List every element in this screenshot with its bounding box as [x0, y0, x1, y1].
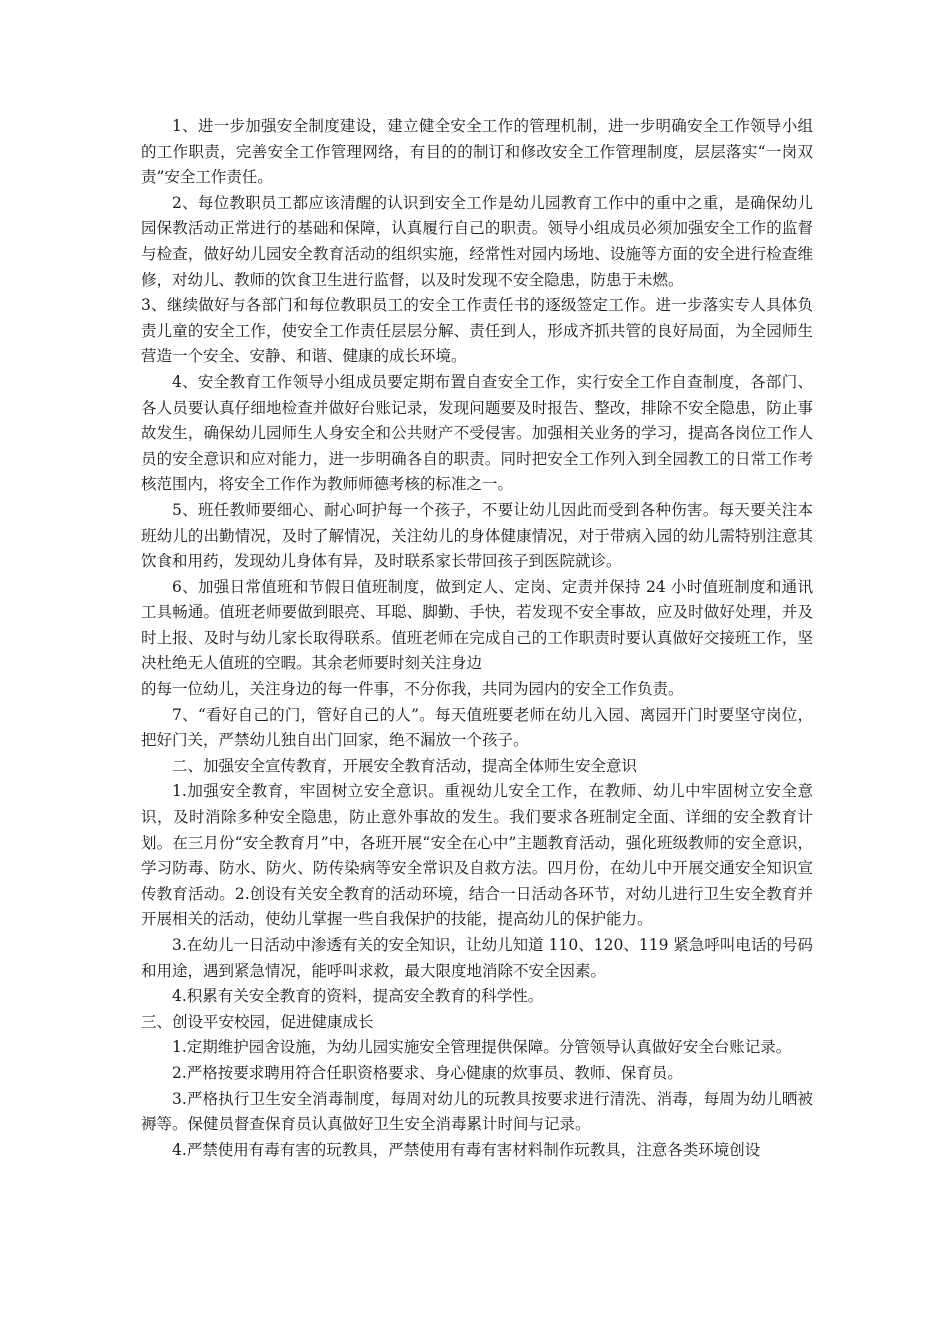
section-heading-3: 三、创设平安校园，促进健康成长 — [141, 1012, 374, 1031]
section-3-item-3: 3.严格执行卫生安全消毒制度，每周对幼儿的玩教具按要求进行清洗、消毒，每周为幼儿晒被褥等。保健员督查保育员认真做好卫生安全消毒累计时间与记录。 — [141, 1089, 813, 1134]
paragraph-5: 5、班任教师要细心、耐心呵护每一个孩子，不要让幼儿因此而受到各种伤害。每天要关注本班幼儿的出勤情况，及时了解情况，关注幼儿的身体健康情况，对于带病入园的幼儿需特别注意其饮食和用药，发现幼儿身体有异，及时联系家长带回孩子到医院就诊。 — [141, 500, 813, 571]
paragraph-6: 6、加强日常值班和节假日值班制度，做到定人、定岗、定责并保持 24 小时值班制度和通讯工具畅通。值班老师要做到眼亮、耳聪、脚勤、手快，若发现不安全事故，应及时做好处理，并及时上报、及时与幼儿家长取得联系。值班老师在完成自己的工作职责时要认真做好交接班工作，坚决杜绝无人值班的空暇。其余老师要时刻关注身边 — [141, 577, 813, 673]
paragraph-4: 4、安全教育工作领导小组成员要定期布置自查安全工作，实行安全工作自查制度，各部门、各人员要认真仔细地检查并做好台账记录，发现问题要及时报告、整改，排除不安全隐患，防止事故发生，确保幼儿园师生人身安全和公共财产不受侵害。加强相关业务的学习，提高各岗位工作人员的安全意识和应对能力，进一步明确各自的职责。同时把安全工作列入到全园教工的日常工作考核范围内，将安全工作作为教师师德考核的标准之一。 — [141, 372, 813, 494]
paragraph-7: 7、“看好自己的门，管好自己的人”。每天值班要老师在幼儿入园、离园开门时要坚守岗位，把好门关，严禁幼儿独自出门回家，绝不漏放一个孩子。 — [141, 705, 813, 750]
paragraph-2: 2、每位教职员工都应该清醒的认识到安全工作是幼儿园教育工作中的重中之重，是确保幼儿园保教活动正常进行的基础和保障，认真履行自己的职责。领导小组成员必须加强安全工作的监督与检查，做好幼儿园安全教育活动的组织实施，经常性对园内场地、设施等方面的安全进行检查维修，对幼儿、教师的饮食卫生进行监督，以及时发现不安全隐患，防患于未燃。 — [141, 193, 813, 289]
section-2-item-1: 1.加强安全教育，牢固树立安全意识。重视幼儿安全工作，在教师、幼儿中牢固树立安全意识，及时消除多种安全隐患，防止意外事故的发生。我们要求各班制定全面、详细的安全教育计划。在三月份“安全教育月”中，各班开展“安全在心中”主题教育活动，强化班级教师的安全意识，学习防毒、防水、防火、防传染病等安全常识及自救方法。四月份，在幼儿中开展交通安全知识宣传教育活动。2.创设有关安全教育的活动环境，结合一日活动各环节，对幼儿进行卫生安全教育并开展相关的活动，使幼儿掌握一些自我保护的技能，提高幼儿的保护能力。 — [141, 782, 813, 929]
document-body — [141, 114, 813, 1163]
section-3-item-1: 1.定期维护园舍设施，为幼儿园实施安全管理提供保障。分管领导认真做好安全台账记录。 — [172, 1038, 792, 1057]
paragraph-1: 1、进一步加强安全制度建设，建立健全安全工作的管理机制，进一步明确安全工作领导小组的工作职责，完善安全工作管理网络，有目的的制订和修改安全工作管理制度，层层落实“一岗双责”安全工作责任。 — [141, 117, 813, 187]
paragraph-3: 3、继续做好与各部门和每位教职员工的安全工作责任书的逐级签定工作。进一步落实专人具体负责儿童的安全工作，使安全工作责任层层分解、责任到人，形成齐抓共管的良好局面，为全园师生营造一个安全、安静、和谐、健康的成长环境。 — [141, 296, 813, 366]
section-heading-2: 二、加强安全宣传教育，开展安全教育活动，提高全体师生安全意识 — [172, 756, 638, 775]
section-2-item-4: 4.积累有关安全教育的资料，提高安全教育的科学性。 — [172, 987, 544, 1006]
paragraph-6-continued: 的每一位幼儿，关注身边的每一件事，不分你我，共同为园内的安全工作负责。 — [141, 680, 684, 699]
section-2-item-3: 3.在幼儿一日活动中渗透有关的安全知识，让幼儿知道 110、120、119 紧急呼叫电话的号码和用途，遇到紧急情况，能呼叫求救，最大限度地消除不安全因素。 — [141, 936, 813, 980]
section-3-item-2: 2.严格按要求聘用符合任职资格要求、身心健康的炊事员、教师、保育员。 — [172, 1063, 683, 1082]
section-3-item-4: 4.严禁使用有毒有害的玩教具，严禁使用有毒有害材料制作玩教具，注意各类环境创设 — [172, 1140, 761, 1159]
